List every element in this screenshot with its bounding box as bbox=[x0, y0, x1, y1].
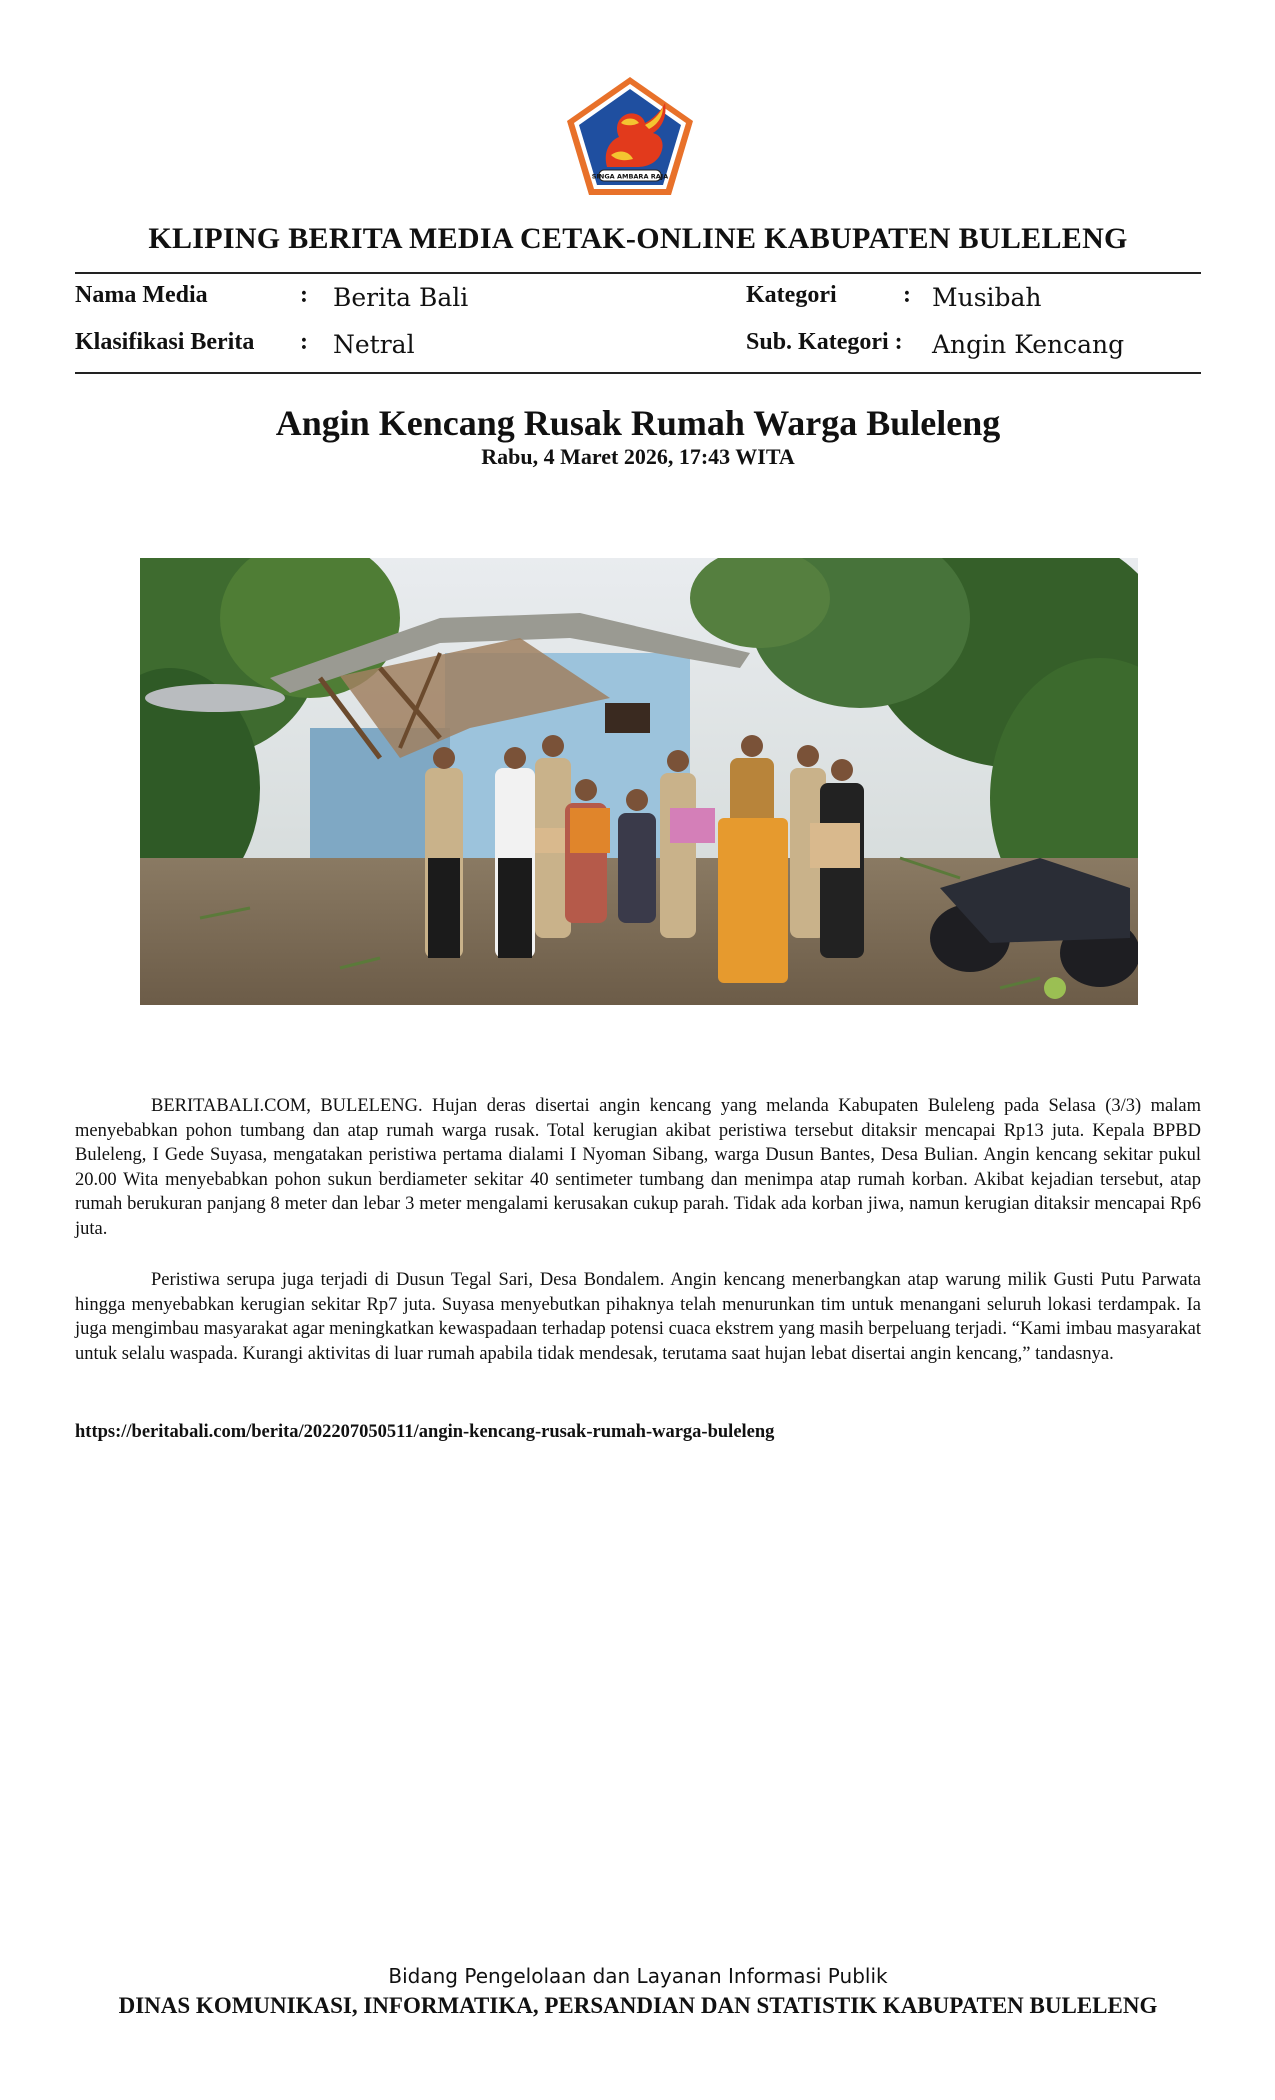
article-title: Angin Kencang Rusak Rumah Warga Buleleng bbox=[275, 403, 1001, 443]
klasifikasi-colon: : bbox=[300, 329, 308, 355]
buleleng-regency-logo bbox=[563, 75, 697, 199]
logo-motto: SINGA AMBARA RAJA bbox=[591, 172, 669, 181]
header-top-rule bbox=[75, 272, 1201, 274]
footer-division: Bidang Pengelolaan dan Layanan Informasi Publik bbox=[388, 1964, 888, 1988]
subkategori-value: Angin Kencang bbox=[932, 330, 1125, 359]
klasifikasi-label: Klasifikasi Berita bbox=[75, 329, 255, 355]
kategori-colon: : bbox=[903, 282, 911, 308]
klasifikasi-value: Netral bbox=[333, 330, 415, 359]
subkategori-label: Sub. Kategori : bbox=[746, 329, 903, 355]
document-header-title: KLIPING BERITA MEDIA CETAK-ONLINE KABUPATEN BULELENG bbox=[148, 222, 1128, 255]
article-photo bbox=[140, 558, 1138, 1005]
media-colon: : bbox=[300, 282, 308, 308]
kategori-label: Kategori bbox=[746, 282, 837, 308]
header-bottom-rule bbox=[75, 372, 1201, 374]
article-paragraph-2: Peristiwa serupa juga terjadi di Dusun Tegal Sari, Desa Bondalem. Angin kencang menerbangkan atap warung milik Gusti Putu Parwata hingga menyebabkan kerugian sekitar Rp7 juta. Suyasa menyebutkan pihaknya telah menurunkan tim untuk menangani seluruh lokasi terdampak. Ia juga mengimbau masyarakat agar meningkatkan kewaspadaan terhadap potensi cuaca ekstrem yang masih berpeluang terjadi. “Kami imbau masyarakat untuk selalu waspada. Kurangi aktivitas di luar rumah apabila tidak mendesak, terutama saat hujan lebat disertai angin kencang,” tandasnya. bbox=[75, 1270, 1201, 1364]
article-paragraph-1: BERITABALI.COM, BULELENG. Hujan deras disertai angin kencang yang melanda Kabupaten Buleleng pada Selasa (3/3) malam menyebabkan pohon tumbang dan atap rumah warga rusak. Total kerugian akibat peristiwa tersebut ditaksir mencapai Rp13 juta. Kepala BPBD Buleleng, I Gede Suyasa, mengatakan peristiwa pertama dialami I Nyoman Sibang, warga Dusun Bantes, Desa Bulian. Angin kencang sekitar pukul 20.00 Wita menyebabkan pohon sukun berdiameter sekitar 40 sentimeter tumbang dan menimpa atap rumah korban. Akibat kejadian tersebut, atap rumah berukuran panjang 8 meter dan lebar 3 meter mengalami kerusakan cukup parah. Tidak ada korban jiwa, namun kerugian ditaksir mencapai Rp6 juta. bbox=[75, 1096, 1201, 1239]
media-label: Nama Media bbox=[75, 282, 208, 308]
article-date: Rabu, 4 Maret 2026, 17:43 WITA bbox=[481, 444, 795, 469]
kategori-value: Musibah bbox=[932, 283, 1042, 312]
footer-agency: DINAS KOMUNIKASI, INFORMATIKA, PERSANDIAN DAN STATISTIK KABUPATEN BULELENG bbox=[118, 1993, 1158, 2018]
source-link[interactable]: https://beritabali.com/berita/202207050511/angin-kencang-rusak-rumah-warga-buleleng bbox=[75, 1422, 775, 1442]
media-value: Berita Bali bbox=[333, 283, 469, 312]
